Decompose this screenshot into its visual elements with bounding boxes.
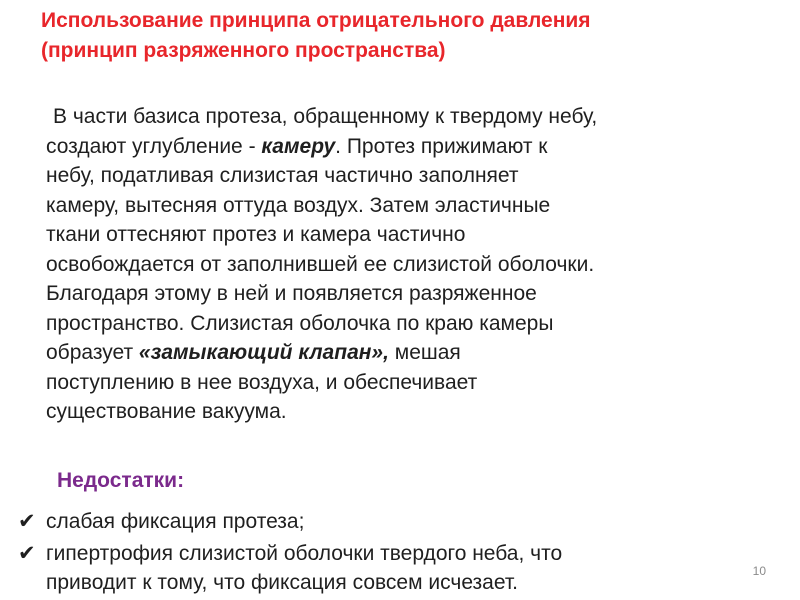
- list-item-text: слабая фиксация протеза;: [46, 510, 305, 533]
- paragraph-line-2-start: создают углубление -: [46, 134, 262, 158]
- paragraph-line-7: Благодаря этому в ней и появляется разряженное: [46, 282, 537, 305]
- body-paragraph: [46, 102, 766, 427]
- list-item-text-line-2: приводит к тому, что фиксация совсем исчезает.: [46, 571, 518, 594]
- title-line-2: (принцип разряженного пространства): [41, 39, 446, 62]
- paragraph-line-4: камеру, вытесняя оттуда воздух. Затем эластичные: [46, 193, 551, 217]
- disadvantages-heading: Недостатки:: [57, 469, 185, 492]
- paragraph-line-8: пространство. Слизистая оболочка по краю камеры: [46, 311, 554, 335]
- paragraph-line-9-end: мешая: [388, 341, 461, 364]
- paragraph-line-9-start: образует: [46, 341, 139, 364]
- list-item-text-line-1: гипертрофия слизистой оболочки твердого неба, что: [46, 542, 563, 565]
- list-item: [18, 507, 778, 536]
- title-line-1: Использование принципа отрицательного давления: [41, 9, 591, 32]
- paragraph-line-11: существование вакуума.: [46, 400, 287, 423]
- paragraph-line-2-end: . Протез прижимают к: [335, 134, 548, 158]
- disadvantages-list: [18, 507, 778, 600]
- page-number: 10: [752, 564, 766, 578]
- paragraph-line-2: [46, 132, 766, 162]
- paragraph-line-5: ткани оттесняют протез и камера частично: [46, 223, 466, 246]
- emphasis-camera: камеру: [261, 134, 336, 158]
- paragraph-line-10: поступлению в нее воздуха, и обеспечивает: [46, 370, 478, 394]
- paragraph-line-1: В части базиса протеза, обращенному к твердому небу,: [53, 105, 598, 128]
- paragraph-line-3: небу, податливая слизистая частично заполняет: [46, 164, 519, 187]
- list-item: [18, 539, 778, 597]
- checkmark-icon: ✔: [18, 510, 36, 533]
- emphasis-closing-valve: «замыкающий клапан»,: [138, 341, 389, 364]
- paragraph-line-9: [46, 338, 766, 368]
- checkmark-icon: ✔: [18, 542, 36, 565]
- slide-title: [41, 6, 781, 66]
- paragraph-line-6: освобождается от заполнившей ее слизистой оболочки.: [46, 252, 595, 276]
